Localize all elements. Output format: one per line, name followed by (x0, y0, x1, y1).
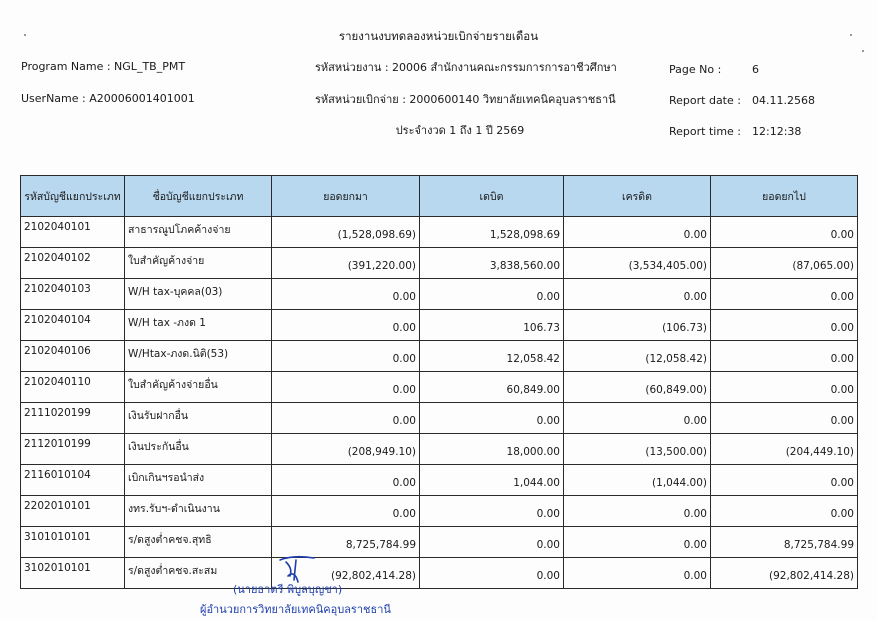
debit-cell: 3,838,560.00 (420, 248, 564, 279)
opening-balance-cell: 0.00 (272, 496, 420, 527)
credit-cell: (60,849.00) (564, 372, 711, 403)
column-header-account-name: ชื่อบัญชีแยกประเภท (125, 176, 272, 217)
table-row (21, 465, 858, 496)
table-row (21, 279, 858, 310)
credit-cell: (1,044.00) (564, 465, 711, 496)
opening-balance-cell: (391,220.00) (272, 248, 420, 279)
debit-cell: 106.73 (420, 310, 564, 341)
credit-cell: 0.00 (564, 527, 711, 558)
debit-cell: 0.00 (420, 527, 564, 558)
account-name-cell: ร/ดสูงต่ำคชจ.สุทธิ (125, 527, 272, 558)
program-name: Program Name : NGL_TB_PMT (21, 60, 186, 73)
account-code-cell: 3101010101 (21, 527, 125, 558)
table-row (21, 341, 858, 372)
column-header-opening-balance: ยอดยกมา (272, 176, 420, 217)
credit-cell: 0.00 (564, 217, 711, 248)
page-no-value: 6 (752, 63, 759, 76)
credit-cell: (106.73) (564, 310, 711, 341)
closing-balance-cell: (92,802,414.28) (711, 558, 858, 589)
page-no-label: Page No : (669, 63, 722, 76)
opening-balance-cell: (208,949.10) (272, 434, 420, 465)
account-name-cell: W/H tax-บุคคล(03) (125, 279, 272, 310)
account-code-cell: 2202010101 (21, 496, 125, 527)
closing-balance-cell: (87,065.00) (711, 248, 858, 279)
report-time-value: 12:12:38 (752, 125, 802, 138)
account-code-cell: 3102010101 (21, 558, 125, 589)
column-header-account-code: รหัสบัญชีแยกประเภท (21, 176, 125, 217)
account-code-cell: 2102040110 (21, 372, 125, 403)
report-time-label: Report time : (669, 125, 742, 138)
column-header-closing-balance: ยอดยกไป (711, 176, 858, 217)
table-row (21, 527, 858, 558)
trial-balance-table (20, 175, 858, 589)
account-name-cell: ใบสำคัญค้างจ่าย (125, 248, 272, 279)
disbursing-unit: รหัสหน่วยเบิกจ่าย : 2000600140 วิทยาลัยเทคนิคอุบลราชธานี (315, 93, 616, 106)
credit-cell: (12,058.42) (564, 341, 711, 372)
opening-balance-cell: 0.00 (272, 465, 420, 496)
closing-balance-cell: 0.00 (711, 403, 858, 434)
closing-balance-cell: 0.00 (711, 372, 858, 403)
account-code-cell: 2102040106 (21, 341, 125, 372)
account-name-cell: W/Htax-ภงด.นิติ(53) (125, 341, 272, 372)
agency-code: รหัสหน่วยงาน : 20006 สำนักงานคณะกรรมการการอาชีวศึกษา (315, 61, 617, 74)
account-code-cell: 2112010199 (21, 434, 125, 465)
account-name-cell: สาธารณูปโภคค้างจ่าย (125, 217, 272, 248)
report-period: ประจำงวด 1 ถึง 1 ปี 2569 (395, 124, 525, 137)
table-row (21, 496, 858, 527)
account-name-cell: งทร.รับฯ-ดำเนินงาน (125, 496, 272, 527)
debit-cell: 0.00 (420, 279, 564, 310)
signatory-title: ผู้อำนวยการวิทยาลัยเทคนิคอุบลราชธานี (200, 603, 391, 616)
debit-cell: 1,044.00 (420, 465, 564, 496)
account-code-cell: 2102040104 (21, 310, 125, 341)
table-row (21, 434, 858, 465)
closing-balance-cell: 0.00 (711, 310, 858, 341)
table-header-row (21, 176, 858, 217)
account-code-cell: 2102040102 (21, 248, 125, 279)
closing-balance-cell: 0.00 (711, 279, 858, 310)
opening-balance-cell: 8,725,784.99 (272, 527, 420, 558)
credit-cell: (3,534,405.00) (564, 248, 711, 279)
account-name-cell: ร/ดสูงต่ำคชจ.สะสม (125, 558, 272, 589)
user-name: UserName : A20006001401001 (21, 92, 195, 105)
closing-balance-cell: 0.00 (711, 217, 858, 248)
credit-cell: (13,500.00) (564, 434, 711, 465)
column-header-debit: เดบิต (420, 176, 564, 217)
opening-balance-cell: 0.00 (272, 310, 420, 341)
opening-balance-cell: 0.00 (272, 372, 420, 403)
closing-balance-cell: (204,449.10) (711, 434, 858, 465)
closing-balance-cell: 0.00 (711, 341, 858, 372)
column-header-credit: เครดิต (564, 176, 711, 217)
debit-cell: 60,849.00 (420, 372, 564, 403)
scan-speck (850, 34, 852, 36)
closing-balance-cell: 0.00 (711, 496, 858, 527)
scan-speck (24, 34, 26, 36)
account-code-cell: 2116010104 (21, 465, 125, 496)
opening-balance-cell: (92,802,414.28) (272, 558, 420, 589)
debit-cell: 12,058.42 (420, 341, 564, 372)
opening-balance-cell: 0.00 (272, 279, 420, 310)
table-row (21, 403, 858, 434)
closing-balance-cell: 0.00 (711, 465, 858, 496)
credit-cell: 0.00 (564, 403, 711, 434)
account-name-cell: เงินรับฝากอื่น (125, 403, 272, 434)
credit-cell: 0.00 (564, 496, 711, 527)
account-name-cell: ใบสำคัญค้างจ่ายอื่น (125, 372, 272, 403)
credit-cell: 0.00 (564, 279, 711, 310)
report-date-label: Report date : (669, 94, 741, 107)
scan-speck (862, 50, 864, 52)
debit-cell: 1,528,098.69 (420, 217, 564, 248)
report-date-value: 04.11.2568 (752, 94, 815, 107)
opening-balance-cell: (1,528,098.69) (272, 217, 420, 248)
table-row (21, 217, 858, 248)
account-code-cell: 2111020199 (21, 403, 125, 434)
debit-cell: 0.00 (420, 403, 564, 434)
opening-balance-cell: 0.00 (272, 341, 420, 372)
credit-cell: 0.00 (564, 558, 711, 589)
opening-balance-cell: 0.00 (272, 403, 420, 434)
debit-cell: 0.00 (420, 558, 564, 589)
table-row (21, 372, 858, 403)
account-name-cell: เงินประกันอื่น (125, 434, 272, 465)
account-name-cell: W/H tax -ภงด 1 (125, 310, 272, 341)
table-body (21, 217, 858, 589)
account-name-cell: เบิกเกินฯรอนำส่ง (125, 465, 272, 496)
table-row (21, 248, 858, 279)
debit-cell: 18,000.00 (420, 434, 564, 465)
table-row (21, 310, 858, 341)
account-code-cell: 2102040101 (21, 217, 125, 248)
closing-balance-cell: 8,725,784.99 (711, 527, 858, 558)
report-title: รายงานงบทดลองหน่วยเบิกจ่ายรายเดือน (338, 29, 539, 43)
debit-cell: 0.00 (420, 496, 564, 527)
table-row (21, 558, 858, 589)
signatory-name: (นายธาตรี พิบูลบุญชา) (233, 583, 343, 596)
account-code-cell: 2102040103 (21, 279, 125, 310)
